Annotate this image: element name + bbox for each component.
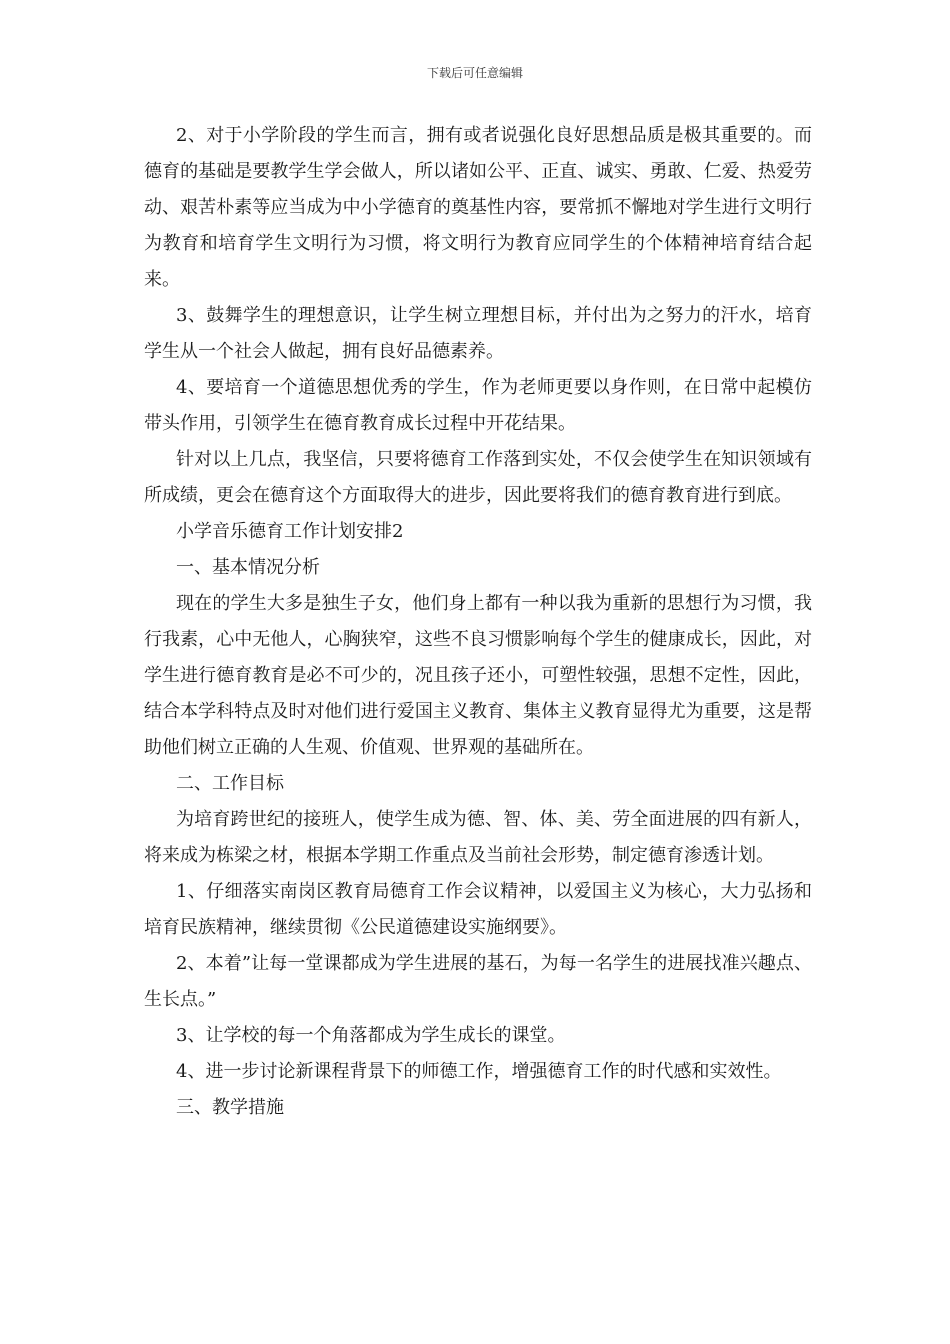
paragraph: 3、鼓舞学生的理想意识，让学生树立理想目标，并付出为之努力的汗水，培育学生从一个社会人做起，拥有良好品德素养。: [144, 305, 812, 362]
list-item: 4、进一步讨论新课程背景下的师德工作，增强德育工作的时代感和实效性。: [176, 1061, 782, 1082]
document-body: [144, 118, 812, 1126]
paragraph: 现在的学生大多是独生子女，他们身上都有一种以我为重新的思想行为习惯，我行我素，心中无他人，心胸狭窄，这些不良习惯影响每个学生的健康成长，因此，对学生进行德育教育是必不可少的，况且孩子还小，可塑性较强，思想不定性，因此，结合本学科特点及时对他们进行爱国主义教育、集体主义教育显得尤为重要，这是帮助他们树立正确的人生观、价值观、世界观的基础所在。: [144, 593, 812, 758]
paragraph: 为培育跨世纪的接班人，使学生成为德、智、体、美、劳全面进展的四有新人，将来成为栋梁之材，根据本学期工作重点及当前社会形势，制定德育渗透计划。: [144, 809, 812, 866]
section-heading: 二、工作目标: [176, 773, 284, 794]
list-item: 3、让学校的每一个角落都成为学生成长的课堂。: [176, 1025, 566, 1046]
paragraph: 4、要培育一个道德思想优秀的学生，作为老师更要以身作则，在日常中起模仿带头作用，引领学生在德育教育成长过程中开花结果。: [144, 377, 812, 434]
section-title: 小学音乐德育工作计划安排2: [176, 521, 404, 542]
list-item: 2、本着”让每一堂课都成为学生进展的基石，为每一名学生的进展找准兴趣点、生长点。”: [144, 953, 812, 1010]
list-item: 1、仔细落实南岗区教育局德育工作会议精神，以爱国主义为核心，大力弘扬和培育民族精神，继续贯彻《公民道德建设实施纲要》。: [144, 881, 812, 938]
section-heading: 一、基本情况分析: [176, 557, 320, 578]
paragraph: 针对以上几点，我坚信，只要将德育工作落到实处，不仅会使学生在知识领域有所成绩，更会在德育这个方面取得大的进步，因此要将我们的德育教育进行到底。: [144, 449, 812, 506]
section-heading: 三、教学措施: [176, 1097, 284, 1118]
page-header-note: 下载后可任意编辑: [426, 66, 523, 80]
paragraph: 2、对于小学阶段的学生而言，拥有或者说强化良好思想品质是极其重要的。而德育的基础是要教学生学会做人，所以诸如公平、正直、诚实、勇敢、仁爱、热爱劳动、艰苦朴素等应当成为中小学德育的奠基性内容，要常抓不懈地对学生进行文明行为教育和培育学生文明行为习惯，将文明行为教育应同学生的个体精神培育结合起来。: [144, 125, 812, 290]
